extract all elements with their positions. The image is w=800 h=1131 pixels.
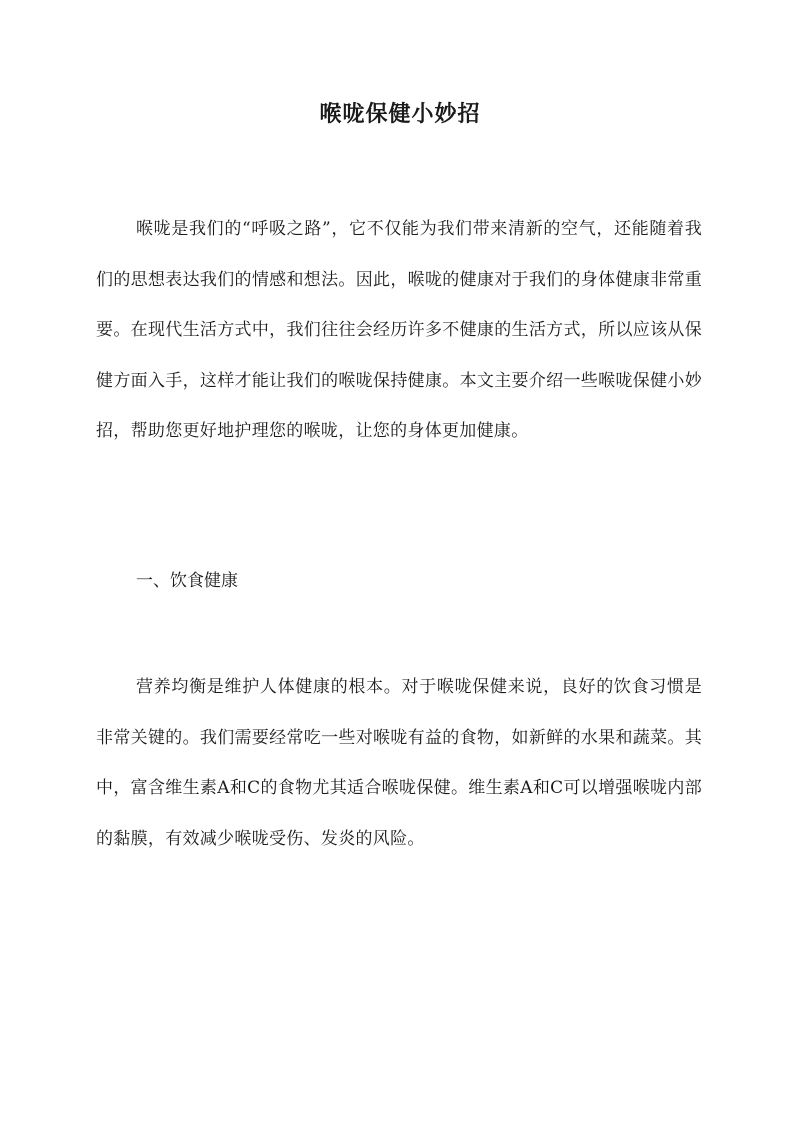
document-title: 喉咙保健小妙招	[319, 101, 481, 127]
section-heading-diet: 一、饮食健康	[136, 571, 238, 591]
intro-paragraph: 喉咙是我们的“呼吸之路”，它不仅能为我们带来清新的空气，还能随着我们的思想表达我们的情感和想法。因此，喉咙的健康对于我们的身体健康非常重要。在现代生活方式中，我们往往会经历许多不健康的生活方式，所以应该从保健方面入手，这样才能让我们的喉咙保持健康。本文主要介绍一些喉咙保健小妙招，帮助您更好地护理您的喉咙，让您的身体更加健康。	[96, 219, 702, 441]
diet-paragraph: 营养均衡是维护人体健康的根本。对于喉咙保健来说，良好的饮食习惯是非常关键的。我们需要经常吃一些对喉咙有益的食物，如新鲜的水果和蔬菜。其中，富含维生素A和C的食物尤其适合喉咙保健。维生素A和C可以增强喉咙内部的黏膜，有效减少喉咙受伤、发炎的风险。	[96, 677, 702, 849]
